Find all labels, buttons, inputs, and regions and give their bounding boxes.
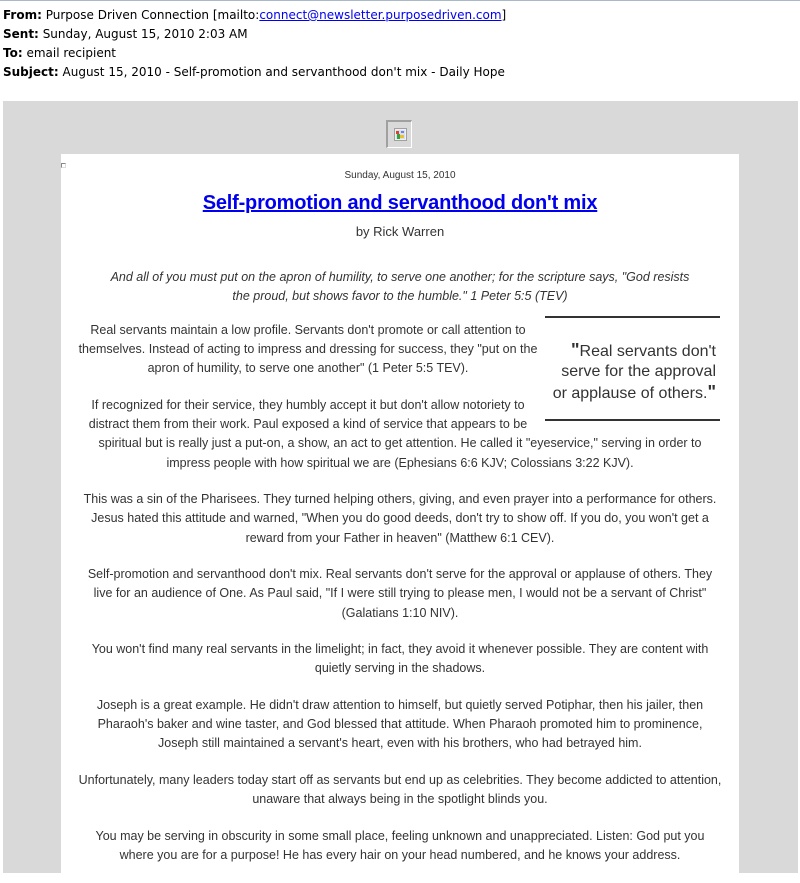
newsletter-content: [61, 154, 739, 873]
pull-quote-spacer: [539, 321, 723, 416]
paragraph: Real servants maintain a low profile. Servants don't promote or call attention to themselves. Instead of acting to impress and dressing for success, they "put on the apron of humility, to serve one another" (1 Peter 5:5 TEV).: [78, 323, 538, 376]
subject-row: [3, 63, 506, 82]
sent-row: [3, 25, 506, 44]
subject-label: Subject:: [3, 65, 59, 79]
paragraph: You may be serving in obscurity in some small place, feeling unknown and unappreciated. Listen: God put you where you are for a purpose! He has every hair on your head numbered, and he knows your address.: [95, 828, 705, 862]
header-divider: [0, 0, 800, 1]
from-email-link[interactable]: connect@newsletter.purposedriven.com: [259, 8, 502, 22]
pull-quote-close-mark: ": [707, 382, 716, 402]
from-row: [3, 6, 506, 25]
paragraph: Self-promotion and servanthood don't mix. Real servants don't serve for the approval or applause of others. They live for an audience of One. As Paul said, "If I were still trying to please men, I would not be a servant of Christ" (Galatians 1:10 NIV).: [87, 567, 713, 620]
pull-quote-open-mark: ": [570, 340, 580, 360]
spacer-image-icon: [61, 163, 66, 168]
sent-label: Sent:: [3, 27, 39, 41]
paragraph: Joseph is a great example. He didn't draw attention to himself, but quietly served Potiphar, then his jailer, then Pharaoh's baker and wine taster, and God blessed that attitude. When Pharaoh promoted him to prominence, Joseph still maintained a servant's heart, even with his brothers, who had betrayed him.: [96, 698, 704, 751]
paragraph: You won't find many real servants in the limelight; in fact, they avoid it whenever possible. They are content with quietly serving in the shadows.: [91, 642, 709, 676]
paragraph: This was a sin of the Pharisees. They turned helping others, giving, and even prayer into a performance for others. Jesus hated this attitude and warned, "When you do good deeds, don't try to show off. If you do, you won't get a reward from your Father in heaven" (Matthew 6:1 CEV).: [83, 492, 717, 545]
pull-quote-text: Real servants don't serve for the approval or applause of others.: [552, 343, 716, 402]
paragraph: Unfortunately, many leaders today start off as servants but end up as celebrities. They become addicted to attention, unaware that always being in the spotlight blinds you.: [78, 773, 722, 807]
to-value: email recipient: [26, 46, 117, 60]
from-close: ]: [501, 8, 507, 22]
article-title: [61, 192, 739, 215]
newsletter-logo-placeholder[interactable]: [386, 120, 412, 148]
article-title-link[interactable]: Self-promotion and servanthood don't mix: [202, 192, 598, 214]
paragraph: If recognized for their service, they humbly accept it but don't allow notoriety to distract them from their work. Paul exposed a kind of service that appears to be spiritual but is really just a put-on, a show, an act to get attention. He called it "eyeservice," serving in order to impress people with how spiritual we are (Ephesians 6:6 KJV; Colossians 3:22 KJV).: [88, 398, 702, 470]
subject-value: August 15, 2010 - Self-promotion and servanthood don't mix - Daily Hope: [62, 65, 505, 79]
to-row: [3, 44, 506, 63]
email-headers: [3, 6, 506, 82]
scripture-verse: And all of you must put on the apron of humility, to serve one another; for the scripture says, "God resists the proud, but shows favor to the humble." 1 Peter 5:5 (TEV): [110, 270, 690, 303]
newsletter-date: Sunday, August 15, 2010: [344, 170, 456, 181]
sent-value: Sunday, August 15, 2010 2:03 AM: [42, 27, 248, 41]
broken-image-icon: [394, 128, 407, 141]
to-label: To:: [3, 46, 23, 60]
article-byline: by Rick Warren: [355, 224, 445, 239]
from-name: Purpose Driven Connection [mailto:: [45, 8, 260, 22]
article-body: [77, 321, 723, 883]
from-label: From:: [3, 8, 42, 22]
